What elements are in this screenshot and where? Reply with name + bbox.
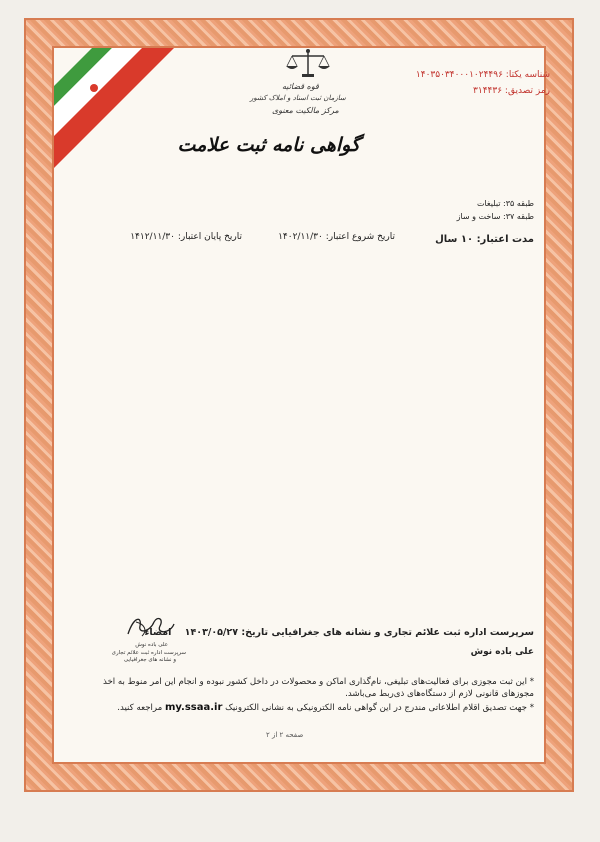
class-37-line: طبقه ۳۷: ساخت و ساز <box>456 212 534 221</box>
stamp-title-line1: سرپرست اداره ثبت علائم تجاری <box>111 650 186 656</box>
note-verification-suffix: مراجعه کنید. <box>117 703 163 713</box>
verification-code <box>473 86 550 96</box>
page-number: صفحه ۲ از ۲ <box>266 731 304 739</box>
signature-date-label: تاریخ: <box>241 627 269 638</box>
note-license-disclaimer: * این ثبت مجوزی برای فعالیت‌های تبلیغی، نام‌گذاری اماکن و محصولات در داخل کشور نبوده و انجام این امر منوط به اخذ مجوزهای قانونی لازم از دستگاه‌های ذی‌ربط می‌باشد. <box>102 677 534 699</box>
emblem-line-registration-org: سازمان ثبت اسناد و املاک کشور <box>250 94 346 102</box>
verification-code-label: رمز تصدیق: <box>504 86 550 96</box>
signature-sign-label: امضاء <box>144 627 172 638</box>
national-id-value: ۱۴۰۳۵۰۳۴۰۰۰۱۰۲۴۴۹۶ <box>415 70 503 80</box>
stamp-title-line2: و نشانه های جغرافیایی <box>123 657 176 663</box>
handwritten-signature-icon <box>120 612 180 640</box>
validity-end-label: تاریخ پایان اعتبار: <box>177 232 242 242</box>
emblem-line-judiciary: قوه قضائیه <box>282 82 319 91</box>
national-id <box>416 70 550 80</box>
note-verification-text: * جهت تصدیق اقلام اطلاعاتی مندرج در این گواهی نامه الکترونیکی به نشانی الکترونیک <box>225 703 534 713</box>
signature-date-value: ۱۴۰۳/۰۵/۲۷ <box>184 627 238 638</box>
validity-start-label: تاریخ شروع اعتبار: <box>325 232 395 242</box>
stamp-name: علی باده نوش <box>135 642 168 648</box>
class-35-line: طبقه ۳۵: تبلیغات <box>476 199 534 208</box>
validity-duration <box>435 234 534 245</box>
validity-start-value: ۱۴۰۲/۱۱/۳۰ <box>278 232 323 242</box>
ssaa-link[interactable]: my.ssaa.ir <box>165 702 223 713</box>
validity-start <box>278 232 395 242</box>
verification-code-value: ۳۱۴۴۳۶ <box>473 86 503 96</box>
signature-stamp <box>100 612 192 666</box>
validity-duration-label: مدت اعتبار: <box>476 234 534 245</box>
iran-flag-ribbon-icon <box>54 48 184 168</box>
supervisor-title: سرپرست اداره ثبت علائم تجاری و نشانه های جغرافیایی <box>271 627 534 638</box>
emblem-line-ip-center: مرکز مالکیت معنوی <box>272 106 339 115</box>
validity-end <box>130 232 242 242</box>
signer-name: علی باده نوش <box>470 647 534 657</box>
signature-line <box>145 627 535 638</box>
validity-end-value: ۱۴۱۲/۱۱/۳۰ <box>130 232 175 242</box>
national-id-label: شناسه یکتا: <box>505 70 550 80</box>
validity-duration-value: ۱۰ سال <box>435 234 474 245</box>
judiciary-scales-emblem-icon <box>278 48 338 84</box>
note-verification <box>68 702 534 714</box>
page-title: گواهی نامه ثبت علامت <box>177 134 360 156</box>
